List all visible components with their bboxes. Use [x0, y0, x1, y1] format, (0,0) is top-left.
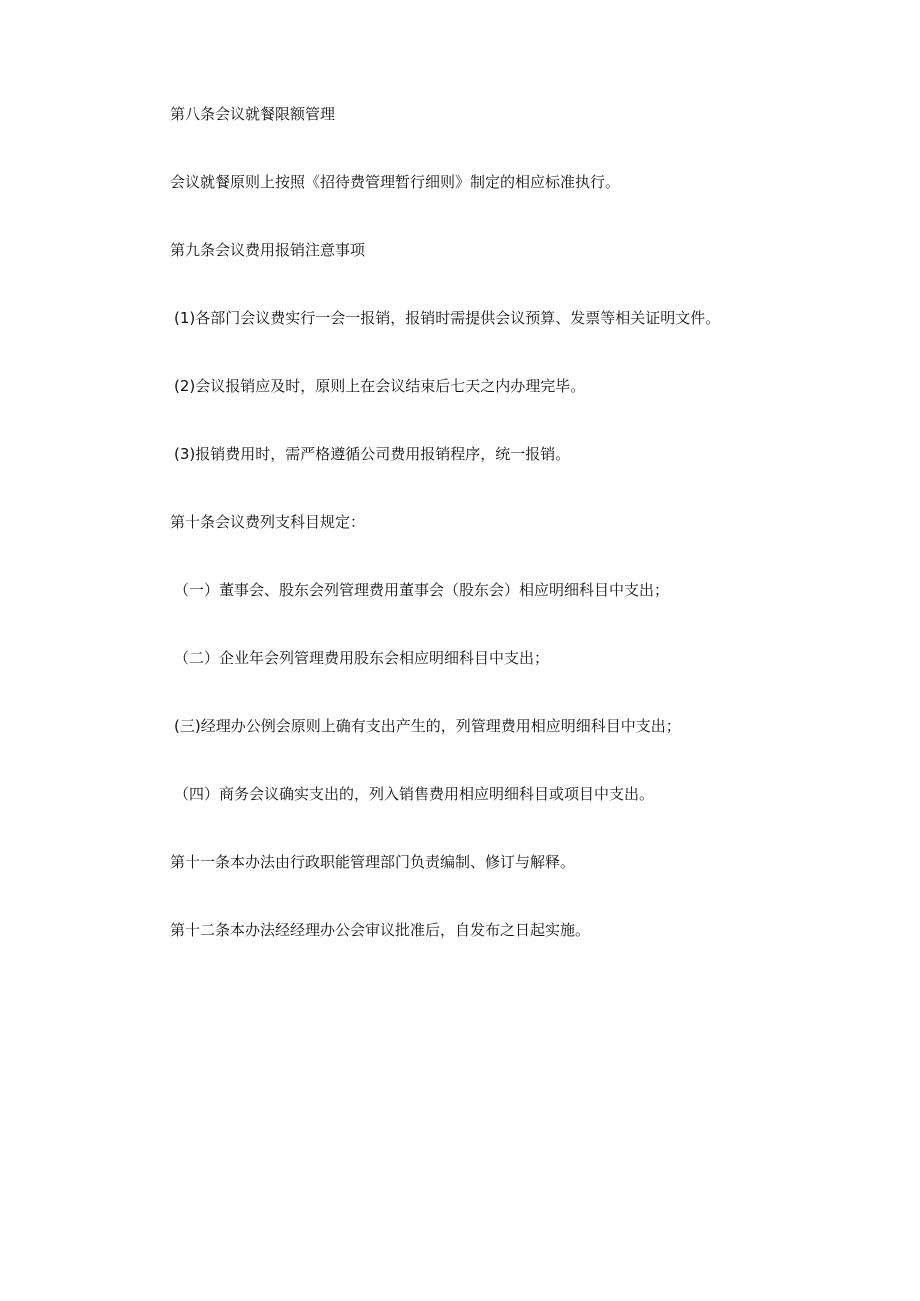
article-10-item-4: （四）商务会议确实支出的，列入销售费用相应明细科目或项目中支出。: [174, 785, 655, 803]
article-12: 第十二条本办法经经理办公会审议批准后，自发布之日起实施。: [170, 921, 591, 939]
article-11: 第十一条本办法由行政职能管理部门负责编制、修订与解释。: [170, 853, 576, 871]
article-10-item-3: (三)经理办公例会原则上确有支出产生的，列管理费用相应明细科目中支出；: [174, 717, 681, 735]
article-10-item-2: （二）企业年会列管理费用股东会相应明细科目中支出；: [174, 649, 550, 667]
article-8-heading: 第八条会议就餐限额管理: [170, 105, 336, 123]
article-9-heading: 第九条会议费用报销注意事项: [170, 241, 366, 259]
article-9-item-2: (2)会议报销应及时，原则上在会议结束后七天之内办理完毕。: [174, 377, 586, 395]
article-9-item-3: (3)报销费用时，需严格遵循公司费用报销程序，统一报销。: [174, 445, 571, 463]
article-9-item-1: (1)各部门会议费实行一会一报销，报销时需提供会议预算、发票等相关证明文件。: [174, 309, 721, 327]
article-10-item-1: （一）董事会、股东会列管理费用董事会（股东会）相应明细科目中支出；: [174, 581, 670, 599]
article-10-heading: 第十条会议费列支科目规定：: [170, 513, 366, 531]
article-8-body: 会议就餐原则上按照《招待费管理暂行细则》制定的相应标准执行。: [170, 173, 621, 191]
